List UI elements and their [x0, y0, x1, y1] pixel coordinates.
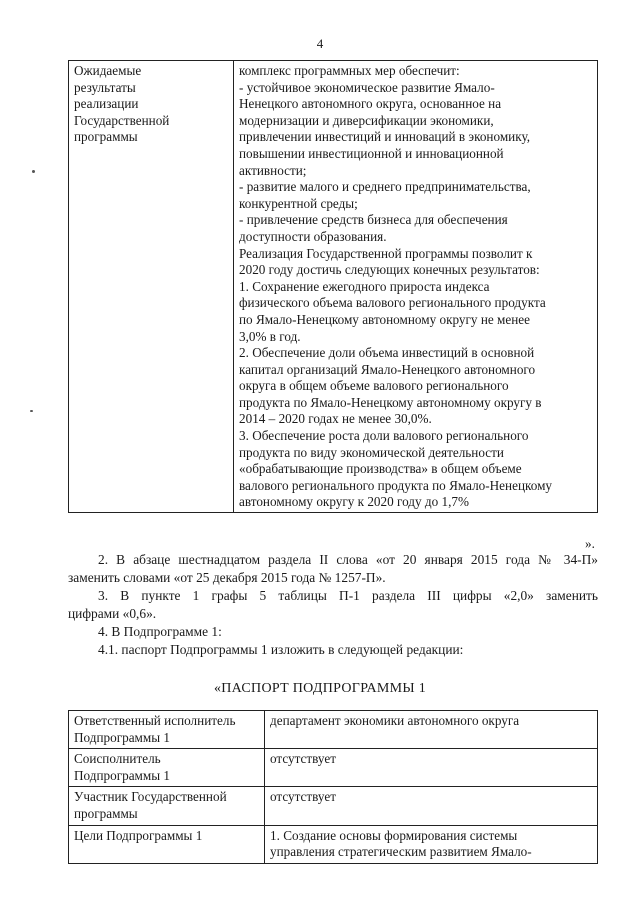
text-line: 2020 году достичь следующих конечных результатов:: [239, 262, 540, 278]
scan-speck: [30, 410, 33, 412]
text-line: привлечении инвестиций и инноваций в экономику,: [239, 129, 531, 145]
text-line: физического объема валового регионального продукта: [239, 295, 546, 311]
passport-key-cell: [69, 787, 265, 825]
passport-key-cell: [69, 749, 265, 787]
value-line: 1. Создание основы формирования системы: [270, 827, 518, 843]
expected-results-label: [69, 61, 234, 513]
text-line: Ненецкого автономного округа, основанное на: [239, 96, 502, 112]
key-line: программы: [74, 805, 138, 821]
paragraph-2-line-2: заменить словами «от 25 декабря 2015 года № 1257-П».: [68, 570, 386, 585]
table-row: [69, 749, 598, 787]
value-line: управления стратегическим развитием Ямало-: [270, 844, 532, 860]
text-line: - устойчивое экономическое развитие Ямало-: [239, 79, 495, 95]
text-line: 1. Сохранение ежегодного прироста индекса: [239, 278, 490, 294]
text-line: валового регионального продукта по Ямало-Ненецкому: [239, 477, 553, 493]
table-row: [69, 825, 598, 863]
key-line: Соисполнитель: [74, 751, 161, 767]
text-line: автономному округу к 2020 году до 1,7%: [239, 494, 469, 510]
key-line: Участник Государственной: [74, 789, 227, 805]
text-line: доступности образования.: [239, 228, 387, 244]
text-line: - привлечение средств бизнеса для обеспечения: [239, 212, 508, 228]
passport-key-cell: [69, 825, 265, 863]
text-line: конкурентной среды;: [239, 195, 358, 211]
paragraph-2-line-1: 2. В абзаце шестнадцатом раздела II слова «от 20 января 2015 года № 34-П»: [98, 552, 598, 567]
text-line: повышении инвестиционной и инновационной: [239, 145, 504, 161]
passport-value-cell: [265, 711, 598, 749]
label-line: результаты: [74, 79, 136, 95]
closing-quote: ».: [585, 536, 595, 551]
text-line: продукта по виду экономической деятельности: [239, 444, 504, 460]
text-line: комплекс программных мер обеспечит:: [239, 63, 460, 78]
text-line: продукта по Ямало-Ненецкому автономному округу в: [239, 394, 542, 410]
expected-results-text: [234, 61, 598, 513]
scan-speck: [32, 170, 35, 173]
key-line: Подпрограммы 1: [74, 767, 170, 783]
table-row: [69, 711, 598, 749]
value-line: отсутствует: [270, 789, 336, 805]
paragraph-3-line-2: цифрами «0,6».: [68, 606, 157, 621]
table-row: [69, 787, 598, 825]
text-line: 3. Обеспечение роста доли валового регионального: [239, 428, 529, 444]
text-line: активности;: [239, 162, 307, 178]
passport-heading: «ПАСПОРТ ПОДПРОГРАММЫ 1: [213, 681, 427, 696]
text-line: 2. Обеспечение доли объема инвестиций в основной: [239, 345, 535, 361]
value-line: департамент экономики автономного округа: [270, 713, 520, 728]
text-line: 3,0% в год.: [239, 328, 301, 344]
text-line: «обрабатывающие производства» в общем объеме: [239, 461, 522, 477]
key-line: Ответственный исполнитель: [74, 713, 236, 728]
text-line: 2014 – 2020 годах не менее 30,0%.: [239, 411, 432, 427]
paragraph-3-line-1: 3. В пункте 1 графы 5 таблицы П-1 раздела III цифры «2,0» заменить: [98, 588, 598, 603]
passport-value-cell: [265, 787, 598, 825]
label-line: Государственной: [74, 112, 170, 128]
text-line: - развитие малого и среднего предпринимательства,: [239, 179, 531, 195]
key-line: Подпрограммы 1: [74, 729, 170, 745]
key-line: Цели Подпрограммы 1: [74, 827, 203, 843]
label-line: реализации: [74, 96, 139, 112]
text-line: Реализация Государственной программы позволит к: [239, 245, 533, 261]
passport-value-cell: [265, 825, 598, 863]
expected-results-table: [68, 60, 598, 513]
text-line: по Ямало-Ненецкому автономному округу не менее: [239, 311, 530, 327]
passport-table: [68, 710, 598, 864]
label-line: Ожидаемые: [74, 63, 142, 78]
paragraph-4: 4. В Подпрограмме 1:: [98, 624, 222, 639]
text-line: модернизации и диверсификации экономики,: [239, 112, 494, 128]
page-number: 4: [316, 36, 324, 51]
text-line: капитал организаций Ямало-Ненецкого автономного: [239, 361, 536, 377]
value-line: отсутствует: [270, 751, 336, 767]
passport-key-cell: [69, 711, 265, 749]
paragraph-4-1: 4.1. паспорт Подпрограммы 1 изложить в следующей редакции:: [98, 642, 464, 657]
passport-value-cell: [265, 749, 598, 787]
label-line: программы: [74, 129, 138, 145]
text-line: округа в общем объеме валового регионального: [239, 378, 509, 394]
expected-results-row: [69, 61, 598, 513]
